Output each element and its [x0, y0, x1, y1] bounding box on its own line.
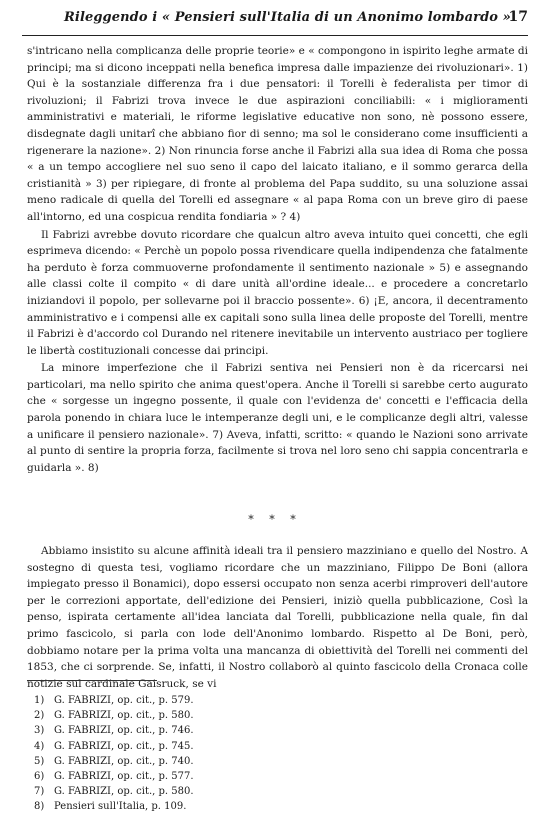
- footnote: 2) G. FABRIZI, op. cit., p. 580.: [34, 710, 194, 722]
- footnote: 1) G. FABRIZI, op. cit., p. 579.: [34, 695, 194, 706]
- footnotes: [34, 693, 194, 815]
- paragraph: La minore imperfezione che il Fabrizi sentiva nei Pensieri non è da ricercarsi nei particolari, ma nello spirito che anima quest'opera. Anche il Torelli si sarebbe certo augurato che « sorgesse un ingegno possente, il quale con l'evidenza de' concetti e l'efficacia della parola ponendo in chiara luce le intemperanze degli uni, e le complicanze degli altri, valesse a unificare il pensiero nazionale». 7) Aveva, infatti, scritto: « quando le Nazioni sono arrivate al punto di sentire la propria forza, facilmente si trova nel loro seno chi sappia concentrarla e guidarla ». 8): [27, 362, 528, 474]
- paragraph: Il Fabrizi avrebbe dovuto ricordare che qualcun altro aveva intuito quei concetti, che egli esprimeva dicendo: « Perchè un popolo possa rivendicare quella indipendenza che fatalmente ha perduto è forza commuoverne profondamente il sentimento nazionale » 5) e assegnando alle classi colte il compito « di dare unità all'ordine ideale... e procedere a concretarlo iniziandovi il popolo, per sollevarne poi il braccio possente». 6) ¡E, ancora, il decentramento amministrativo e i compensi alle ex capitali sono sulla linea delle proposte del Torelli, mentre il Fabrizi è d'accordo col Durando nel ritenere inevitabile un intervento austriaco per togliere le libertà costituzionali concesse dai principi.: [27, 228, 528, 357]
- footnote: 3) G. FABRIZI, op. cit., p. 746.: [34, 725, 194, 737]
- page-number: 17: [508, 9, 528, 25]
- footnote: 4) G. FABRIZI, op. cit., p. 745.: [34, 740, 194, 752]
- page-header: [22, 8, 528, 30]
- paragraph: Abbiamo insistito su alcune affinità ideali tra il pensiero mazziniano e quello del Nostro. A sostegno di questa tesi, vogliamo ricordare che un mazziniano, Filippo De Boni (allora impiegato presso il Bonamici), dopo essersi occupato non senza acerbi rimproveri dell'autore per le correzioni apportate, dell'edizione dei Pensieri, iniziò quella pubblicazione, Così la penso, ispirata certamente all'idea lanciata dal Torelli, pubblicazione nella quale, fin dal primo fascicolo, si parla con lode dell'Anonimo lombardo. Rispetto al De Boni, però, dobbiamo notare per la prima volta una mancanza di obiettività del Torelli nei commenti del 1853, che ci sorprende. Se, infatti, il Nostro collaborò al quinto fascicolo della Cronaca colle notizie sul cardinale Gaisruck, se vi: [27, 545, 528, 690]
- body-text-bottom: [27, 543, 528, 692]
- running-title: Rileggendo i « Pensieri sull'Italia di un Anonimo lombardo »: [64, 10, 511, 25]
- section-separator: * * *: [248, 513, 302, 526]
- footnote-rule: [27, 680, 157, 681]
- footnote: 7) G. FABRIZI, op. cit., p. 580.: [34, 786, 194, 798]
- footnote: 6) G. FABRIZI, op. cit., p. 577.: [34, 771, 194, 783]
- footnote: 8) Pensieri sull'Italia, p. 109.: [34, 801, 187, 813]
- paragraph: s'intricano nella complicanza delle proprie teorie» e « compongono in ispirito leghe armate di principi; ma si dicono inceppati nella benefica impresa dalle impazienze dei rivoluzionari». 1) Qui è la sostanziale differenza fra i due pensatori: il Torelli è federalista per timor di rivoluzioni; il Fabrizi trova invece le due aspirazioni conciliabili: « i miglioramenti amministrativi e materiali, le riforme legislative educative non sono, nè possono essere, disdegnate dagli unitarî che abbiano fior di senno; ma sol le considerano come insufficienti a rigenerare la nazione». 2) Non rinuncia forse anche il Fabrizi alla sua idea di Roma che possa « a un tempo accogliere nel suo seno il capo del laicato italiano, e il sommo gerarca della cristianità » 3) per ripiegare, di fronte al problema del Papa suddito, su una soluzione assai meno radicale di quella del Torelli ed assegnare « al papa Roma con un breve giro di paese all'intorno, ed una cospicua rendita fondiaria » ? 4): [27, 45, 528, 223]
- body-text-top: [27, 43, 528, 476]
- footnote: 5) G. FABRIZI, op. cit., p. 740.: [34, 755, 194, 767]
- header-rule: [22, 35, 528, 36]
